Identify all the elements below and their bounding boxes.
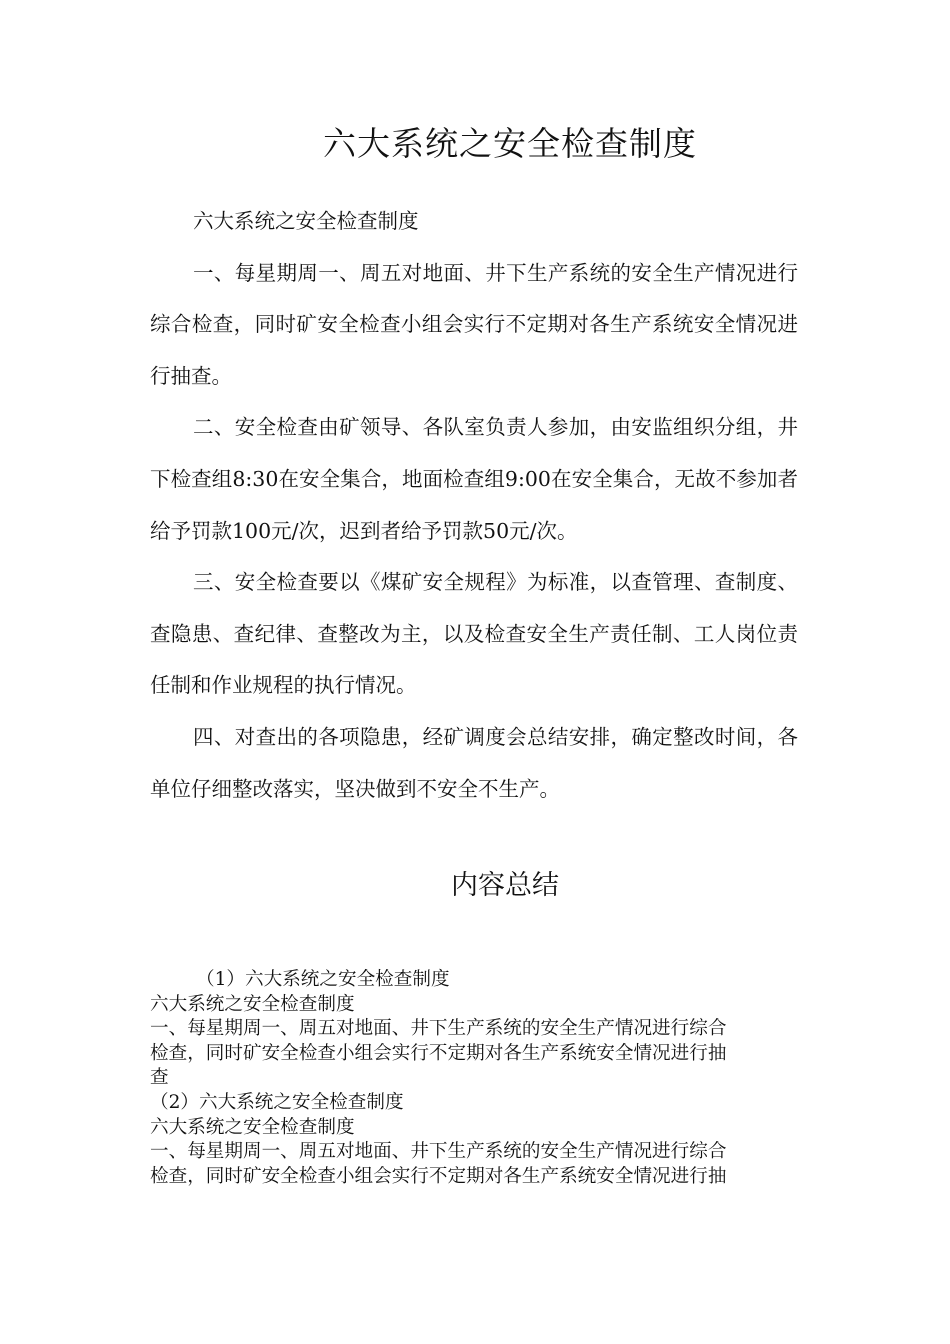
- summary-line: 一、每星期周一、周五对地面、井下生产系统的安全生产情况进行综合: [150, 1018, 727, 1040]
- summary-title: 内容总结: [451, 870, 559, 901]
- summary-line: 检查，同时矿安全检查小组会实行不定期对各生产系统安全情况进行抽: [150, 1165, 727, 1187]
- summary-line: 检查，同时矿安全检查小组会实行不定期对各生产系统安全情况进行抽: [150, 1042, 727, 1064]
- summary-block: [150, 968, 798, 1189]
- document-body: [150, 196, 798, 815]
- body-paragraph: 三、安全检查要以《煤矿安全规程》为标准，以查管理、查制度、查隐患、查纪律、查整改为主，以及检查安全生产责任制、工人岗位责任制和作业规程的执行情况。: [150, 570, 798, 698]
- summary-line: （1）六大系统之安全检查制度: [196, 969, 450, 990]
- body-paragraph: 六大系统之安全检查制度: [193, 209, 419, 233]
- summary-line: （2）六大系统之安全检查制度: [150, 1091, 404, 1113]
- body-paragraph: 二、安全检查由矿领导、各队室负责人参加，由安监组织分组，井下检查组8:30在安全集合，地面检查组9:00在安全集合，无故不参加者给予罚款100元/次，迟到者给予罚款50元/次。: [150, 415, 798, 543]
- summary-line: 六大系统之安全检查制度: [150, 1116, 355, 1138]
- body-paragraph: 一、每星期周一、周五对地面、井下生产系统的安全生产情况进行综合检查，同时矿安全检查小组会实行不定期对各生产系统安全情况进行抽查。: [150, 260, 798, 388]
- summary-line: 查: [150, 1067, 169, 1089]
- body-paragraph: 四、对查出的各项隐患，经矿调度会总结安排，确定整改时间，各单位仔细整改落实，坚决做到不安全不生产。: [150, 724, 798, 801]
- summary-line: 六大系统之安全检查制度: [150, 993, 355, 1015]
- document-title: 六大系统之安全检查制度: [323, 124, 697, 163]
- summary-line: 一、每星期周一、周五对地面、井下生产系统的安全生产情况进行综合: [150, 1141, 727, 1163]
